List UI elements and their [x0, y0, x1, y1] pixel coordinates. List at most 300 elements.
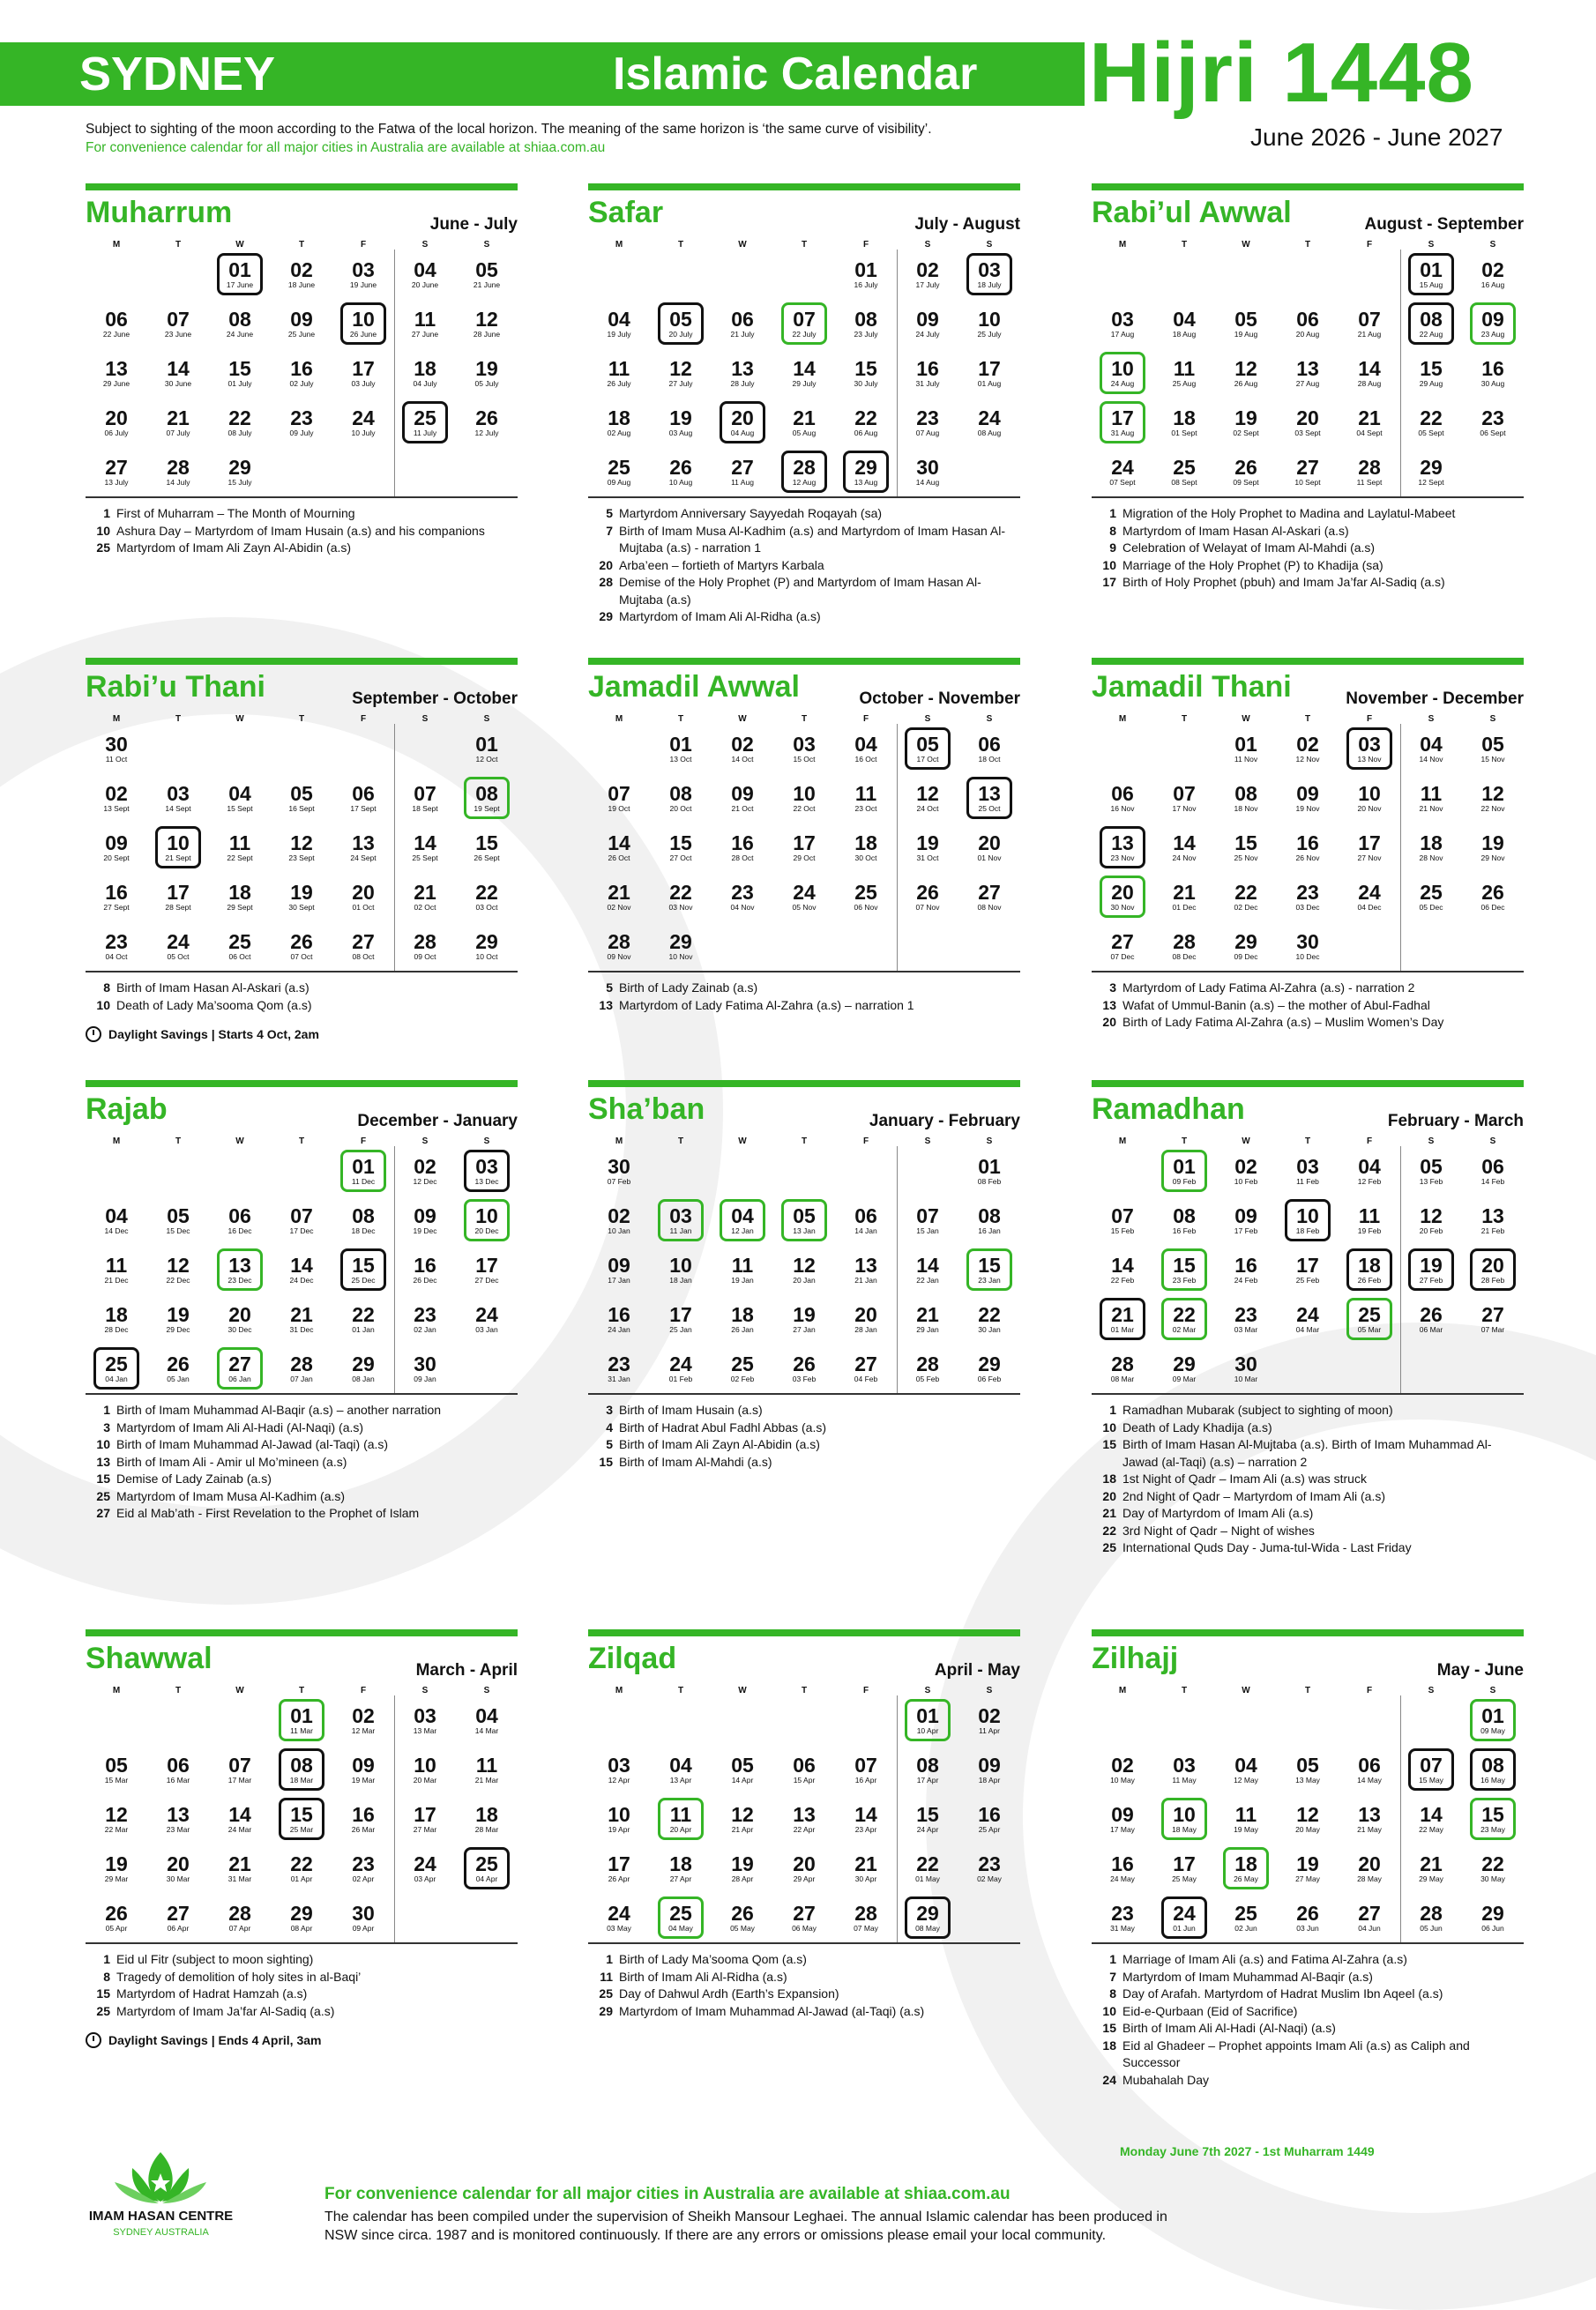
- footer-link[interactable]: For convenience calendar for all major cities in Australia are available at shiaa.com.au: [324, 2185, 1011, 2203]
- day-marker: [1420, 1903, 1443, 1933]
- gregorian-date: 10 Dec: [1295, 952, 1320, 961]
- event-item: [1092, 1986, 1524, 2003]
- gregorian-date: 13 Feb: [1419, 1177, 1443, 1186]
- day-cell: [1277, 773, 1339, 823]
- event-item: [86, 2003, 518, 2021]
- event-day: 1: [606, 1952, 613, 1966]
- gregorian-date: 13 Apr: [669, 1776, 692, 1785]
- month-name: Rabi’u Thani: [86, 670, 265, 704]
- events-list: [588, 980, 1020, 1014]
- hijri-day-number: 06: [1481, 1155, 1504, 1178]
- hijri-day-number: 09: [731, 782, 754, 805]
- event-day: 8: [103, 980, 110, 995]
- gregorian-date: 28 Dec: [104, 1325, 129, 1334]
- hijri-day-number: 08: [475, 782, 498, 805]
- hijri-day-number: 28: [793, 456, 816, 479]
- gregorian-date: 31 Mar: [227, 1874, 252, 1883]
- day-cell: [86, 447, 147, 496]
- event-day: 10: [1102, 557, 1116, 572]
- gregorian-date: 22 Aug: [1419, 330, 1443, 339]
- day-cell: [650, 921, 712, 971]
- gregorian-date: 08 Mar: [1110, 1375, 1135, 1383]
- day-marker: [1234, 309, 1257, 339]
- hijri-day-number: 05: [793, 1204, 816, 1227]
- month-gregorian-range: February - March: [1387, 1112, 1524, 1130]
- day-cell: [1400, 724, 1462, 773]
- gregorian-date: 11 Nov: [1234, 755, 1258, 764]
- hijri-day-number: 20: [1481, 1254, 1504, 1277]
- hijri-day-number: 19: [475, 357, 498, 380]
- day-marker: [217, 1347, 263, 1390]
- day-marker: [978, 832, 1002, 862]
- day-cell: [147, 921, 209, 971]
- events-list: [588, 505, 1020, 626]
- hijri-day-number: 21: [1358, 406, 1381, 429]
- day-marker: [1296, 734, 1320, 764]
- gregorian-date: 25 June: [287, 330, 316, 339]
- event-item: [588, 1420, 1020, 1437]
- hijri-day-number: 20: [1296, 406, 1319, 429]
- day-marker: [854, 1903, 878, 1933]
- gregorian-date: 12 Dec: [413, 1177, 437, 1186]
- gregorian-date: 05 Nov: [792, 903, 817, 912]
- hijri-day-number: 03: [414, 1704, 436, 1727]
- day-marker: [1171, 407, 1197, 437]
- hijri-day-number: 03: [1296, 1155, 1319, 1178]
- gregorian-date: 27 Sept: [103, 903, 130, 912]
- day-cell: [86, 398, 147, 447]
- hijri-day-number: 23: [1234, 1303, 1257, 1326]
- day-marker: [793, 734, 816, 764]
- day-cell: [332, 1844, 394, 1893]
- hijri-day-number: 12: [793, 1254, 816, 1277]
- gregorian-date: 02 Dec: [1234, 903, 1258, 912]
- day-cell: [958, 250, 1020, 299]
- gregorian-date: 29 Sept: [227, 903, 253, 912]
- weekday-label: F: [360, 1686, 367, 1695]
- hijri-day-number: 22: [916, 1852, 939, 1875]
- day-cell: [332, 1146, 394, 1196]
- hijri-day-number: 07: [608, 782, 630, 805]
- day-marker: [669, 931, 693, 961]
- gregorian-date: 25 Mar: [289, 1825, 314, 1834]
- weekday-label: W: [738, 1136, 747, 1146]
- day-cell: [1277, 724, 1339, 773]
- day-marker: [1358, 882, 1382, 912]
- hijri-day-number: 27: [1111, 930, 1134, 953]
- day-cell: [1277, 1294, 1339, 1344]
- day-cell: [332, 398, 394, 447]
- day-marker: [350, 259, 377, 289]
- hijri-day-number: 01: [475, 733, 498, 756]
- day-marker: [412, 309, 438, 339]
- event-day: 22: [1102, 1523, 1116, 1538]
- gregorian-date: 24 Sept: [350, 853, 377, 862]
- hijri-day-number: 18: [105, 1303, 128, 1326]
- gregorian-date: 17 Sept: [350, 804, 377, 813]
- day-cell: [650, 299, 712, 348]
- day-marker: [977, 1853, 1002, 1883]
- day-marker: [854, 1353, 877, 1383]
- day-cell: [773, 724, 835, 773]
- day-cell: [86, 348, 147, 398]
- hijri-day-number: 14: [793, 357, 816, 380]
- gregorian-date: 25 Sept: [412, 853, 438, 862]
- day-marker: [1173, 931, 1197, 961]
- month-name: Sha’ban: [588, 1092, 705, 1126]
- day-marker: [288, 832, 314, 862]
- hijri-day-number: 29: [475, 930, 498, 953]
- gregorian-date: 15 Nov: [1480, 755, 1505, 764]
- day-cell: [1215, 773, 1277, 823]
- day-marker: [793, 1755, 816, 1785]
- gregorian-date: 03 May: [607, 1924, 631, 1933]
- gregorian-date: 22 Dec: [166, 1276, 190, 1285]
- hijri-day-number: 14: [1358, 357, 1381, 380]
- day-cell: [588, 1294, 650, 1344]
- hijri-day-number: 04: [669, 1754, 692, 1777]
- gregorian-date: 05 May: [730, 1924, 755, 1933]
- day-marker: [217, 253, 263, 295]
- hijri-day-number: 11: [1173, 357, 1196, 380]
- gregorian-date: 06 Nov: [854, 903, 878, 912]
- event-item: [588, 505, 1020, 523]
- day-cell: [147, 1245, 209, 1294]
- event-day: 25: [1102, 1540, 1116, 1554]
- gregorian-date: 21 Sept: [165, 853, 191, 862]
- gregorian-date: 04 Apr: [475, 1874, 498, 1883]
- day-cell: [1339, 1294, 1400, 1344]
- hijri-day-number: 25: [731, 1352, 754, 1375]
- gregorian-date: 07 July: [166, 428, 190, 437]
- day-cell: [1092, 299, 1153, 348]
- day-cell: [1400, 299, 1462, 348]
- day-marker: [1481, 358, 1504, 388]
- weekday-label: T: [298, 1686, 305, 1695]
- gregorian-date: 18 Feb: [1295, 1226, 1320, 1235]
- day-cell: [897, 398, 958, 447]
- event-day: 24: [1102, 2072, 1116, 2087]
- day-marker: [1173, 1205, 1196, 1235]
- gregorian-date: 15 Jan: [916, 1226, 939, 1235]
- gregorian-date: 05 Apr: [105, 1924, 128, 1933]
- hijri-day-number: 20: [978, 831, 1001, 854]
- day-cell: [332, 1794, 394, 1844]
- logo-subtitle: SYDNEY AUSTRALIA: [113, 2227, 209, 2238]
- event-item: [86, 1986, 518, 2003]
- day-marker: [1234, 931, 1258, 961]
- gregorian-date: 23 Aug: [1480, 330, 1505, 339]
- event-day: 25: [599, 1986, 613, 2001]
- day-marker: [1110, 1853, 1135, 1883]
- day-marker: [1419, 1804, 1443, 1834]
- gregorian-date: 19 Mar: [351, 1776, 376, 1785]
- day-marker: [1234, 1156, 1257, 1186]
- events-list: [86, 505, 518, 557]
- gregorian-date: 15 Oct: [793, 755, 816, 764]
- hijri-day-number: 01: [669, 733, 692, 756]
- hijri-day-number: 02: [352, 1704, 375, 1727]
- day-marker: [414, 358, 437, 388]
- hijri-day-number: 07: [290, 1204, 313, 1227]
- day-marker: [105, 1304, 129, 1334]
- month-header: [86, 658, 518, 711]
- empty-cell: [1400, 1695, 1462, 1745]
- day-cell: [835, 299, 897, 348]
- hijri-day-number: 22: [1234, 881, 1257, 904]
- event-text: Birth of Imam Muhammad Al-Jawad (al-Taqi) (a.s): [116, 1437, 389, 1451]
- daylight-savings-note: [86, 1026, 518, 1042]
- month-gregorian-range: May - June: [1436, 1661, 1524, 1680]
- gregorian-date: 28 Aug: [1357, 379, 1382, 388]
- gregorian-date: 14 July: [166, 478, 190, 487]
- gregorian-date: 11 Oct: [105, 755, 128, 764]
- gregorian-date: 29 Aug: [1419, 379, 1443, 388]
- hijri-day-number: 26: [290, 930, 313, 953]
- gregorian-date: 01 Oct: [352, 903, 375, 912]
- hijri-day-number: 09: [352, 1754, 375, 1777]
- hijri-day-number: 10: [978, 308, 1001, 331]
- hijri-day-number: 05: [105, 1754, 128, 1777]
- gregorian-date: 30 July: [854, 379, 878, 388]
- gregorian-date: 14 Dec: [104, 1226, 129, 1235]
- day-cell: [394, 398, 456, 447]
- day-cell: [897, 872, 958, 921]
- event-text: Martyrdom of Imam Muhammad Al-Jawad (al-Taqi) (a.s): [619, 2003, 925, 2018]
- hijri-day-number: 16: [105, 881, 128, 904]
- day-cell: [394, 348, 456, 398]
- gregorian-date: 24 Mar: [227, 1825, 252, 1834]
- lotus-icon: [79, 2147, 242, 2207]
- day-marker: [1294, 407, 1320, 437]
- event-day: 10: [96, 523, 110, 538]
- hijri-day-number: 11: [228, 831, 251, 854]
- day-cell: [588, 1844, 650, 1893]
- day-cell: [1215, 1344, 1277, 1393]
- hijri-day-number: 13: [105, 357, 128, 380]
- hijri-day-number: 01: [854, 258, 877, 281]
- hijri-day-number: 20: [793, 1852, 816, 1875]
- day-cell: [588, 299, 650, 348]
- day-marker: [669, 1853, 692, 1883]
- hijri-day-number: 10: [414, 1754, 436, 1777]
- day-marker: [1470, 302, 1516, 345]
- day-marker: [1296, 309, 1319, 339]
- hijri-day-number: 05: [916, 733, 939, 756]
- event-day: 3: [103, 1420, 110, 1434]
- empty-cell: [1153, 1695, 1215, 1745]
- day-marker: [916, 259, 940, 289]
- gregorian-date: 21 Apr: [731, 1825, 754, 1834]
- day-cell: [1092, 921, 1153, 971]
- hijri-day-number: 30: [105, 733, 128, 756]
- weekday-label: S: [421, 1686, 429, 1695]
- day-cell: [1277, 921, 1339, 971]
- day-marker: [414, 1156, 437, 1186]
- day-marker: [793, 407, 816, 437]
- gregorian-date: 28 Sept: [165, 903, 191, 912]
- day-marker: [1296, 1903, 1319, 1933]
- hijri-day-number: 21: [414, 881, 436, 904]
- event-item: [588, 1969, 1020, 1986]
- day-marker: [290, 1304, 314, 1334]
- day-cell: [1153, 921, 1215, 971]
- day-marker: [1173, 832, 1197, 862]
- day-cell: [712, 1245, 773, 1294]
- hijri-day-number: 11: [731, 1254, 754, 1277]
- gregorian-date: 03 Sept: [1294, 428, 1321, 437]
- day-marker: [781, 302, 827, 345]
- day-cell: [1339, 823, 1400, 872]
- day-cell: [1400, 250, 1462, 299]
- hijri-day-number: 03: [352, 258, 375, 281]
- empty-cell: [209, 724, 271, 773]
- day-marker: [1420, 882, 1443, 912]
- hijri-day-number: 10: [793, 782, 816, 805]
- day-marker: [669, 1304, 692, 1334]
- event-item: [1092, 2038, 1524, 2072]
- event-day: 25: [96, 1488, 110, 1503]
- hijri-day-number: 10: [669, 1254, 692, 1277]
- day-marker: [915, 1853, 940, 1883]
- day-cell: [650, 1245, 712, 1294]
- hijri-day-number: 06: [1296, 308, 1319, 331]
- hijri-day-number: 07: [228, 1754, 251, 1777]
- day-marker: [167, 1205, 190, 1235]
- hijri-day-number: 07: [1173, 782, 1196, 805]
- day-marker: [1470, 1699, 1516, 1741]
- weekday-label: S: [1428, 1136, 1435, 1146]
- day-marker: [227, 309, 253, 339]
- event-text: Wafat of Ummul-Banin (a.s) – the mother of Abul-Fadhal: [1122, 997, 1430, 1012]
- gregorian-date: 20 Sept: [103, 853, 130, 862]
- day-marker: [1358, 358, 1381, 388]
- hijri-day-number: 13: [731, 357, 754, 380]
- day-cell: [897, 1844, 958, 1893]
- event-item: [588, 980, 1020, 997]
- day-marker: [658, 302, 704, 345]
- hijri-day-number: 25: [1234, 1902, 1257, 1925]
- day-marker: [854, 358, 878, 388]
- gregorian-date: 01 Nov: [977, 853, 1002, 862]
- gregorian-date: 21 Nov: [1419, 804, 1443, 813]
- event-item: [86, 1471, 518, 1488]
- day-cell: [86, 921, 147, 971]
- day-marker: [669, 832, 692, 862]
- month-name: Jamadil Thani: [1092, 670, 1292, 704]
- day-marker: [167, 1804, 190, 1834]
- gregorian-date: 27 July: [668, 379, 693, 388]
- day-cell: [1153, 348, 1215, 398]
- day-cell: [773, 348, 835, 398]
- hijri-day-number: 24: [475, 1303, 498, 1326]
- month-header: [1092, 1080, 1524, 1133]
- day-cell: [209, 1893, 271, 1942]
- day-cell: [897, 823, 958, 872]
- day-marker: [731, 882, 755, 912]
- weekday-label: W: [738, 714, 747, 724]
- day-grid: [588, 724, 1020, 972]
- hijri-day-number: 02: [1234, 1155, 1257, 1178]
- gregorian-date: 19 Dec: [413, 1226, 437, 1235]
- hijri-day-number: 14: [167, 357, 190, 380]
- hijri-day-number: 01: [978, 1155, 1001, 1178]
- weekday-label: S: [1428, 1686, 1435, 1695]
- gregorian-date: 30 Apr: [854, 1874, 877, 1883]
- day-marker: [105, 1205, 129, 1235]
- gregorian-date: 27 May: [1295, 1874, 1320, 1883]
- event-day: 10: [96, 997, 110, 1012]
- day-cell: [456, 250, 518, 299]
- day-cell: [456, 1245, 518, 1294]
- day-marker: [1173, 783, 1197, 813]
- day-cell: [1339, 872, 1400, 921]
- weekday-label: S: [483, 714, 490, 724]
- weekday-label: M: [112, 240, 121, 250]
- day-cell: [1339, 348, 1400, 398]
- event-item: [588, 557, 1020, 575]
- subtitle-link[interactable]: For convenience calendar for all major cities in Australia are available at shiaa.com.au: [86, 140, 606, 155]
- hijri-day-number: 09: [1481, 308, 1504, 331]
- day-marker: [905, 1896, 951, 1939]
- weekday-label: M: [1118, 714, 1127, 724]
- day-cell: [835, 1344, 897, 1393]
- gregorian-date: 19 Jan: [731, 1276, 754, 1285]
- gregorian-date: 04 Aug: [730, 428, 755, 437]
- gregorian-date: 02 Jun: [1234, 1924, 1257, 1933]
- day-marker: [731, 1853, 754, 1883]
- day-cell: [332, 348, 394, 398]
- day-cell: [209, 1745, 271, 1794]
- events-list: [588, 1951, 1020, 2020]
- weekday-label: M: [1118, 240, 1127, 250]
- day-cell: [1400, 773, 1462, 823]
- weekday-header: [588, 1136, 1020, 1146]
- day-marker: [290, 407, 314, 437]
- gregorian-date: 06 May: [792, 1924, 817, 1933]
- gregorian-date: 08 Jan: [352, 1375, 375, 1383]
- day-marker: [916, 1353, 939, 1383]
- event-text: Death of Lady Ma’sooma Qom (a.s): [116, 997, 312, 1012]
- day-marker: [916, 1304, 939, 1334]
- day-marker: [1172, 1853, 1197, 1883]
- month-block: [1092, 183, 1524, 592]
- month-gregorian-range: August - September: [1364, 215, 1524, 234]
- day-marker: [1296, 1156, 1319, 1186]
- hijri-day-number: 29: [290, 1902, 313, 1925]
- day-marker: [167, 1903, 190, 1933]
- day-marker: [474, 832, 499, 862]
- gregorian-date: 22 May: [1419, 1825, 1443, 1834]
- day-marker: [228, 1903, 251, 1933]
- hijri-day-number: 24: [669, 1352, 692, 1375]
- event-item: [1092, 997, 1524, 1015]
- gregorian-date: 29 Dec: [166, 1325, 190, 1334]
- day-cell: [271, 1745, 332, 1794]
- day-marker: [414, 1804, 436, 1834]
- day-marker: [475, 407, 499, 437]
- hijri-day-number: 22: [475, 881, 498, 904]
- gregorian-date: 19 Oct: [608, 804, 630, 813]
- day-cell: [1462, 1196, 1524, 1245]
- day-marker: [854, 1853, 877, 1883]
- event-day: 3: [606, 1403, 613, 1417]
- hijri-day-number: 23: [916, 406, 939, 429]
- day-cell: [394, 1745, 456, 1794]
- event-text: Birth of Imam Husain (a.s): [619, 1403, 763, 1417]
- events-list: [1092, 505, 1524, 592]
- gregorian-date: 28 June: [473, 330, 501, 339]
